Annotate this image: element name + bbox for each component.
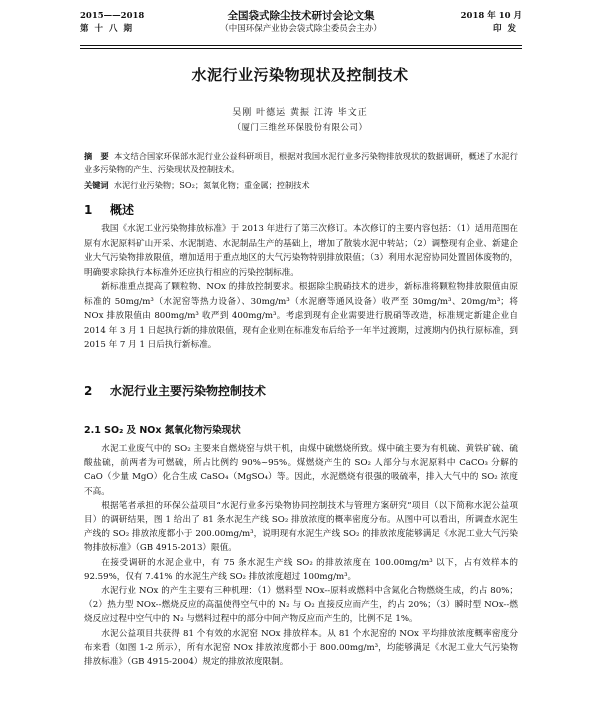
abstract-label: 摘 要 — [84, 151, 109, 161]
paper-authors: 吴刚 叶德运 黄振 江涛 毕文正 — [232, 108, 368, 118]
section-1-title: 概述 — [110, 203, 135, 217]
section-2-1-heading — [84, 422, 241, 436]
section-1-number: 1 — [84, 203, 93, 217]
keywords-label: 关键词 — [84, 180, 109, 190]
header-center — [80, 10, 522, 35]
paper-title: 水泥行业污染物现状及控制技术 — [191, 66, 409, 84]
section-2-title: 水泥行业主要污染物控制技术 — [110, 384, 267, 398]
section-2-1-number: 2.1 — [84, 425, 101, 436]
header-rule-thick — [80, 45, 522, 46]
header-right — [461, 10, 522, 36]
paragraph: 水泥公益项目共获得 81 个有效的水泥窑 NOx 排放样本。从 81 个水泥窑的 NOx 平均排放浓度概率密度分布来看（如图 1-2 所示），所有水泥窑 NOx 排放浓度都小于 800.00mg/m³，均能够满足《水泥工业大气污染物排放标准》（GB 4915-2004）规定的排放浓度限制。 — [84, 628, 518, 668]
section-2-heading — [84, 382, 266, 399]
section-1-heading — [84, 201, 134, 218]
paragraph: 我国《水泥工业污染物排放标准》于 2013 年进行了第三次修订。本次修订的主要内容包括：（1）适用范围在原有水泥原料矿山开采、水泥制造、水泥制品生产的基础上，增加了散装水泥中转站；（2）调整现有企业、新建企业大气污染物排放限值，增加适用于重点地区的大气污染物特别排放限值；（3）利用水泥窑协同处置固体废物的，明确要求除执行本标准外还应执行相应的污染控制标准。 — [84, 224, 518, 278]
keywords-text: 水泥行业污染物；SO₂；氮氧化物；重金属；控制技术 — [113, 180, 310, 190]
paragraph: 在接受调研的水泥企业中，有 75 条水泥生产线 SO₂ 的排放浓度在 100.00mg/m³ 以下，占有效样本的 92.59%，仅有 7.41% 的水泥生产线 SO₂ 排放浓度超过 100mg/m³。 — [84, 557, 518, 582]
section-2-1-title: SO₂ 及 NOx 氮氧化物污染现状 — [104, 425, 241, 436]
running-header — [80, 10, 522, 50]
header-organizer: （中国环保产业协会袋式除尘委员会主办） — [220, 24, 382, 34]
abstract — [84, 150, 518, 176]
header-date: 2018 年 10 月 — [460, 11, 522, 21]
paragraph: 新标准重点提高了颗粒物、NOx 的排放控制要求。根据除尘脱硝技术的进步，新标准将颗粒物排放限值由原标准的 50mg/m³（水泥窑等热力设备）、30mg/m³（水泥磨等通风设备）收严至 30mg/m³、20mg/m³；将 NOx 排放限值由 800mg/m³ 收严到 400mg/m³。考虑到现有企业需要进行脱硝等改造，标准规定新建企业自 2014 年 3 月 1 日起执行新的排放限值，现有企业则在标准发布后给予一年半过渡期，过渡期内仍执行原标准，到 2015 年 7 月 1 日后执行新标准。 — [84, 282, 518, 350]
header-rule-thin — [80, 48, 522, 49]
paragraph: 水泥工业废气中的 SO₂ 主要来自燃烧窑与烘干机，由煤中硫燃烧所致。煤中硫主要为有机硫、黄铁矿硫、硫酸盐硫，前两者为可燃硫，所占比例约 90%~95%。煤燃烧产生的 SO₂ 人部分与水泥原料中 CaCO₃ 分解的 CaO（少量 MgO）化合生成 CaSO₄（MgSO₄）等。因此，水泥燃烧有很强的吸硫率，排入大气中的 SO₂ 浓度不高。 — [84, 444, 518, 497]
paragraph: 水泥行业 NOx 的产生主要有三种机理：（1）燃料型 NOx--原料或燃料中含氮化合物燃烧生成，约占 80%；（2）热力型 NOx--燃烧反应的高温使得空气中的 N₂ 与 O₂ 直接反应而产生，约占 20%；（3）瞬时型 NOx--燃烧反应过程中空气中的 N₂ 与燃料过程中的部分中间产物反应而产生的，比例不足 1%。 — [84, 586, 518, 625]
abstract-text: 本文结合国家环保部水泥行业公益科研项目，根据对我国水泥行业多污染物排放现状的数据调研，概述了水泥行业多污染物的产生、污染现状及控制技术。 — [84, 151, 518, 174]
section-2-number: 2 — [84, 384, 93, 398]
header-printed: 印发 — [492, 24, 522, 34]
keywords — [84, 179, 518, 192]
header-issue: 第十八期 — [80, 24, 139, 34]
header-proceedings-title: 全国袋式除尘技术研讨会论文集 — [227, 10, 375, 22]
paper-affiliation: （厦门三维丝环保股份有限公司） — [232, 123, 368, 133]
header-years: 2015——2018 — [80, 11, 145, 21]
paragraph: 根据笔者承担的环保公益项目“水泥行业多污染物协同控制技术与管理方案研究”项目（以下简称水泥公益项目）的调研结果，图 1 给出了 81 条水泥生产线 SO₂ 排放浓度的概率密度分布。从图中可以看出，所调查水泥生产线的 SO₂ 排放浓度都小于 200.00mg/m³，说明现有水泥生产线 SO₂ 的排放浓度能够满足《水泥工业大气污染物排放标准》（GB 4915-2013）限值。 — [84, 500, 518, 554]
section-1-body — [84, 222, 518, 353]
section-2-1-body — [84, 442, 518, 669]
